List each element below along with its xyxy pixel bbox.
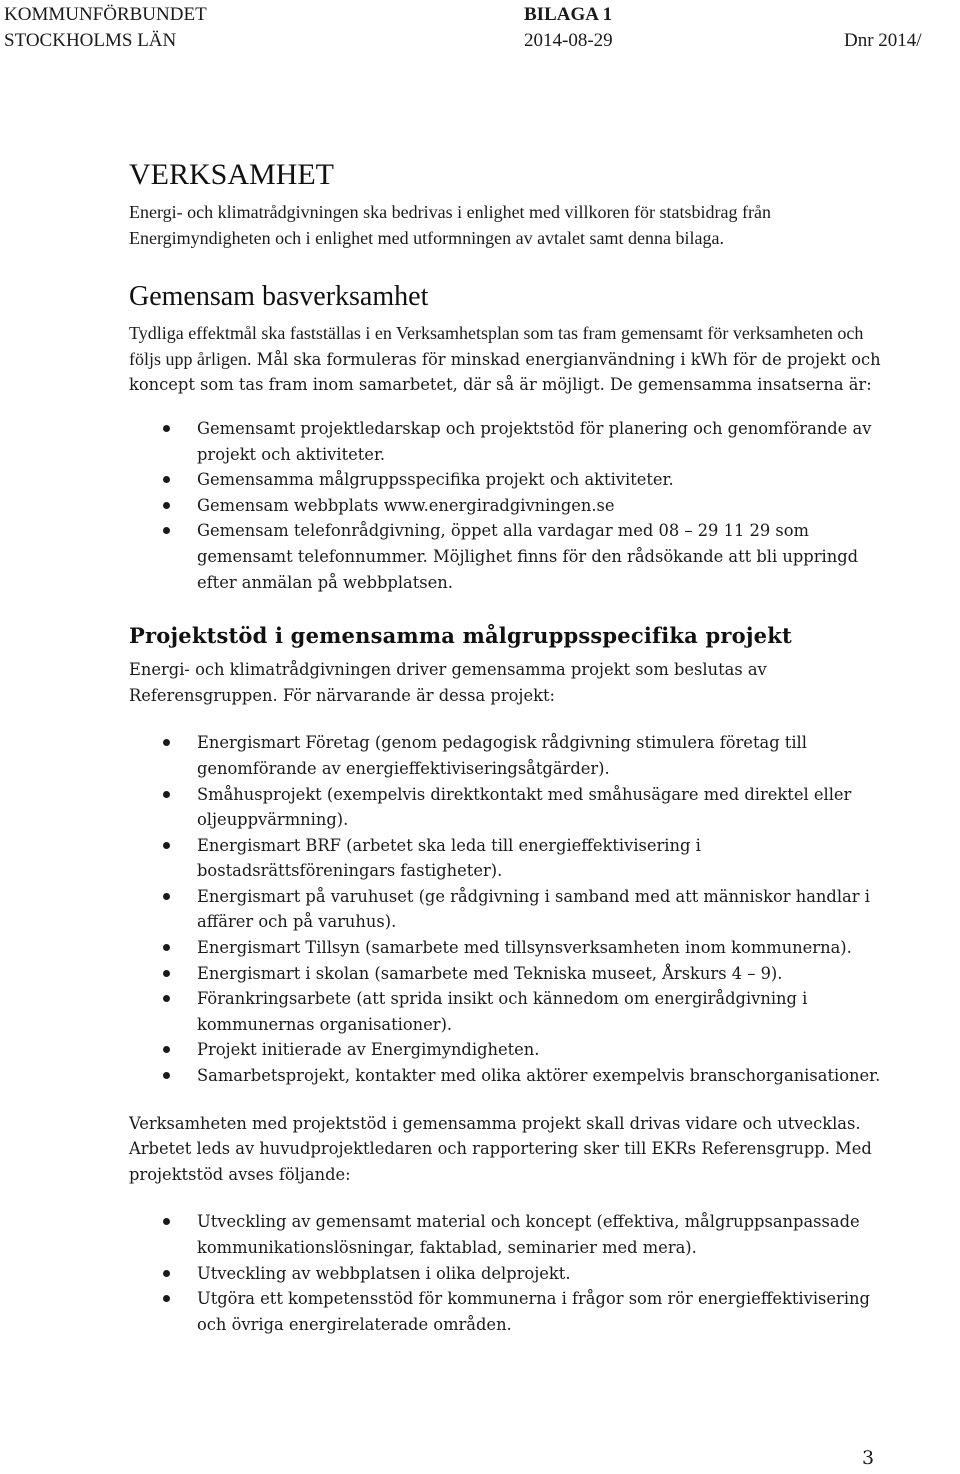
basverksamhet-paragraph-rest: Mål ska formuleras för minskad energianvändning i kWh för de projekt och koncept som tas fram inom samarbetet, där så är möjligt. De gemensamma insatserna är: [129, 349, 881, 395]
list-item: Förankringsarbete (att sprida insikt och kännedom om energirådgivning i kommunernas organisationer). [129, 986, 889, 1037]
bullet-icon [163, 476, 170, 483]
list-item: Energismart BRF (arbetet ska leda till energieffektivisering i bostadsrättsföreningars fastigheter). [129, 833, 889, 884]
list-item: Energismart i skolan (samarbete med Tekniska museet, Årskurs 4 – 9). [129, 961, 889, 987]
list-item: Gemensam telefonrådgivning, öppet alla vardagar med 08 – 29 11 29 som gemensamt telefonnummer. Möjlighet finns för den rådsökande att bli uppringd efter anmälan på webbplatsen. [129, 518, 889, 595]
projektstod-paragraph: Energi- och klimatrådgivningen driver gemensamma projekt som beslutas av Referensgruppen. För närvarande är dessa projekt: [129, 660, 767, 705]
projektstod-paragraph-2: Verksamheten med projektstöd i gemensamma projekt skall drivas vidare och utvecklas. Arbetet leds av huvudprojektledaren och rapportering sker till EKRs Referensgrupp. Med projektstöd avses följande: [129, 1113, 872, 1184]
bullet-icon [163, 842, 170, 849]
bullet-icon [163, 1270, 170, 1277]
list-item: Samarbetsprojekt, kontakter med olika aktörer exempelvis branschorganisationer. [129, 1063, 889, 1089]
bullet-icon [163, 425, 170, 432]
list-item: Gemensam webbplats www.energiradgivningen.se [129, 493, 889, 519]
basverksamhet-paragraph [129, 321, 889, 398]
bullet-icon [163, 791, 170, 798]
dnr-number: Dnr 2014/ [844, 30, 922, 51]
bullet-icon [163, 995, 170, 1002]
attachment-label: BILAGA 1 [524, 4, 613, 25]
list-item: Projekt initierade av Energimyndigheten. [129, 1037, 889, 1063]
section-title-basverksamhet: Gemensam basverksamhet [129, 281, 429, 313]
list-item: Energismart på varuhuset (ge rådgivning i samband med att människor handlar i affärer och på varuhus). [129, 884, 889, 935]
bullet-icon [163, 1218, 170, 1225]
bullet-icon [163, 944, 170, 951]
bullet-icon [163, 1072, 170, 1079]
header-dnr [844, 2, 960, 54]
list-item: Utveckling av gemensamt material och koncept (effektiva, målgruppsanpassade kommunikationslösningar, faktablad, seminarier med mera). [129, 1209, 889, 1260]
document-date: 2014-08-29 [524, 30, 613, 51]
verksamhet-paragraph: Energi- och klimatrådgivningen ska bedrivas i enlighet med villkoren för statsbidrag från Energimyndigheten och i enlighet med utformningen av avtalet samt denna bilaga. [129, 202, 771, 248]
list-item: Utgöra ett kompetensstöd för kommunerna i frågor som rör energieffektivisering och övriga energirelaterade områden. [129, 1286, 889, 1337]
list-item: Utveckling av webbplatsen i olika delprojekt. [129, 1261, 889, 1287]
bullet-icon [163, 1046, 170, 1053]
bullet-icon [163, 502, 170, 509]
basverksamhet-list [129, 416, 889, 595]
list-item: Energismart Företag (genom pedagogisk rådgivning stimulera företag till genomförande av energieffektiviseringsåtgärder). [129, 730, 889, 781]
org-name-line1: KOMMUNFÖRBUNDET [4, 4, 207, 25]
bullet-icon [163, 970, 170, 977]
projektstod-list-2 [129, 1209, 889, 1337]
bullet-icon [163, 527, 170, 534]
bullet-icon [163, 1295, 170, 1302]
basverksamhet-paragraph-start: Tydliga effektmål ska fastställas i en Verksamhetsplan som tas fram gemensamt för verksamheten och följs upp årligen. [129, 323, 864, 369]
section-title-projektstod: Projektstöd i gemensamma målgruppsspecifika projekt [129, 623, 792, 649]
list-item: Gemensamt projektledarskap och projektstöd för planering och genomförande av projekt och aktiviteter. [129, 416, 889, 467]
bullet-icon [163, 739, 170, 746]
list-item: Småhusprojekt (exempelvis direktkontakt med småhusägare med direktel eller oljeuppvärmning). [129, 782, 889, 833]
section-title-verksamhet: VERKSAMHET [129, 158, 335, 191]
list-item: Gemensamma målgruppsspecifika projekt och aktiviteter. [129, 467, 889, 493]
document-body [129, 156, 889, 1337]
page-number: 3 [862, 1447, 875, 1469]
projektstod-list [129, 730, 889, 1088]
bullet-icon [163, 893, 170, 900]
list-item: Energismart Tillsyn (samarbete med tillsynsverksamheten inom kommunerna). [129, 935, 889, 961]
header-organization [4, 2, 334, 54]
org-name-line2: STOCKHOLMS LÄN [4, 30, 177, 51]
header-document-info [524, 2, 724, 54]
